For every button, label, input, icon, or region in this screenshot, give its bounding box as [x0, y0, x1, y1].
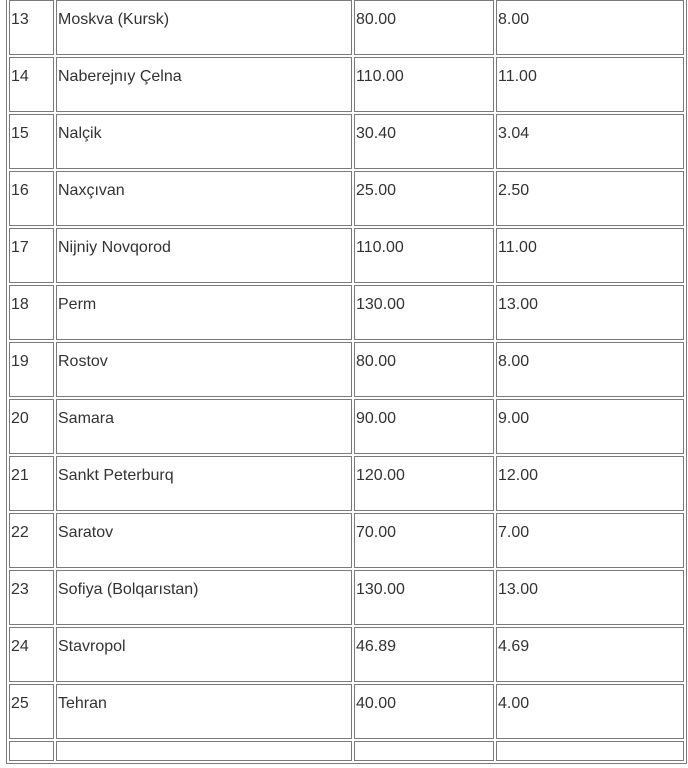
row-number-cell-text: 21	[11, 467, 29, 484]
city-cell-partial	[56, 741, 352, 761]
tax-cell-text: 12.00	[498, 467, 539, 484]
city-cell-text: Saratov	[58, 524, 114, 541]
price-cell	[354, 342, 494, 397]
city-cell-text: Moskva (Kursk)	[58, 11, 170, 28]
price-cell-text: 130.00	[356, 296, 405, 313]
tax-cell-text: 13.00	[498, 296, 539, 313]
row-number-cell	[9, 228, 54, 283]
row-number-cell	[9, 456, 54, 511]
table-row	[9, 570, 684, 625]
price-cell	[354, 684, 494, 739]
table-row	[9, 0, 684, 55]
price-cell-text: 80.00	[356, 11, 397, 28]
city-cell	[56, 399, 352, 454]
city-cell	[56, 627, 352, 682]
price-cell	[354, 228, 494, 283]
table-row	[9, 57, 684, 112]
city-cell	[56, 342, 352, 397]
row-number-cell-text: 24	[11, 638, 29, 655]
tax-cell-text: 3.04	[498, 125, 530, 142]
tax-cell-text: 8.00	[498, 11, 530, 28]
price-cell-text: 90.00	[356, 410, 397, 427]
city-cell-text: Samara	[58, 410, 115, 427]
price-table	[6, 0, 687, 764]
row-number-cell	[9, 684, 54, 739]
price-cell	[354, 627, 494, 682]
tax-cell	[496, 114, 684, 169]
row-number-cell-partial	[9, 741, 54, 761]
city-cell	[56, 171, 352, 226]
city-cell-text: Rostov	[58, 353, 108, 370]
price-cell-text: 110.00	[356, 239, 404, 256]
tax-cell	[496, 570, 684, 625]
row-number-cell-text: 25	[11, 695, 29, 712]
row-number-cell-text: 13	[11, 11, 29, 28]
table-row	[9, 399, 684, 454]
row-number-cell-text: 20	[11, 410, 29, 427]
price-cell	[354, 456, 494, 511]
city-cell-text: Sankt Peterburq	[58, 467, 174, 484]
tax-cell	[496, 171, 684, 226]
tax-cell	[496, 342, 684, 397]
price-cell	[354, 114, 494, 169]
city-cell-text: Naberejnıy Çelna	[58, 68, 182, 85]
table-row	[9, 456, 684, 511]
tax-cell	[496, 57, 684, 112]
row-number-cell-text: 16	[11, 182, 29, 199]
price-cell-text: 130.00	[356, 581, 405, 598]
price-cell-text: 25.00	[356, 182, 397, 199]
price-table-body	[9, 0, 684, 761]
tax-cell	[496, 228, 684, 283]
price-cell	[354, 0, 494, 55]
city-cell	[56, 570, 352, 625]
row-number-cell	[9, 114, 54, 169]
city-cell	[56, 0, 352, 55]
row-number-cell-text: 17	[11, 239, 29, 256]
tax-cell-text: 11.00	[498, 68, 537, 85]
price-cell-text: 40.00	[356, 695, 397, 712]
row-number-cell	[9, 57, 54, 112]
tax-cell	[496, 399, 684, 454]
city-cell-text: Naxçıvan	[58, 182, 125, 199]
row-number-cell	[9, 570, 54, 625]
price-cell-text: 80.00	[356, 353, 397, 370]
row-number-cell-text: 15	[11, 125, 29, 142]
city-cell-text: Nalçik	[58, 125, 102, 142]
city-cell	[56, 684, 352, 739]
row-number-cell	[9, 285, 54, 340]
row-number-cell-text: 23	[11, 581, 29, 598]
price-cell	[354, 570, 494, 625]
city-cell	[56, 456, 352, 511]
city-cell	[56, 285, 352, 340]
table-row	[9, 513, 684, 568]
price-cell	[354, 399, 494, 454]
city-cell-text: Nijniy Novqorod	[58, 239, 171, 256]
tax-cell	[496, 0, 684, 55]
tax-cell-text: 13.00	[498, 581, 539, 598]
row-number-cell	[9, 0, 54, 55]
table-row	[9, 114, 684, 169]
price-cell-text: 46.89	[356, 638, 397, 655]
row-number-cell	[9, 627, 54, 682]
table-row	[9, 684, 684, 739]
city-cell-text: Stavropol	[58, 638, 126, 655]
city-cell	[56, 57, 352, 112]
tax-cell	[496, 456, 684, 511]
price-cell-partial	[354, 741, 494, 761]
table-row	[9, 627, 684, 682]
city-cell-text: Tehran	[58, 695, 107, 712]
city-cell	[56, 228, 352, 283]
table-row	[9, 285, 684, 340]
price-cell	[354, 171, 494, 226]
row-number-cell-text: 22	[11, 524, 29, 541]
tax-cell-text: 7.00	[498, 524, 530, 541]
tax-cell-text: 4.00	[498, 695, 530, 712]
row-number-cell-text: 18	[11, 296, 29, 313]
row-number-cell	[9, 342, 54, 397]
tax-cell-text: 8.00	[498, 353, 530, 370]
city-cell-text: Sofiya (Bolqarıstan)	[58, 581, 199, 598]
tax-cell	[496, 513, 684, 568]
price-cell-text: 70.00	[356, 524, 397, 541]
tax-cell-text: 2.50	[498, 182, 530, 199]
tax-cell	[496, 285, 684, 340]
price-cell	[354, 57, 494, 112]
price-cell-text: 110.00	[356, 68, 404, 85]
city-cell-text: Perm	[58, 296, 97, 313]
table-row	[9, 171, 684, 226]
price-cell	[354, 513, 494, 568]
city-cell	[56, 513, 352, 568]
row-number-cell	[9, 399, 54, 454]
tax-cell-text: 9.00	[498, 410, 530, 427]
city-cell	[56, 114, 352, 169]
tax-cell-partial	[496, 741, 684, 761]
row-number-cell	[9, 513, 54, 568]
tax-cell	[496, 627, 684, 682]
price-cell	[354, 285, 494, 340]
tax-cell-text: 11.00	[498, 239, 537, 256]
price-cell-text: 120.00	[356, 467, 405, 484]
table-row-partial	[9, 741, 684, 761]
tax-cell-text: 4.69	[498, 638, 530, 655]
table-row	[9, 228, 684, 283]
row-number-cell	[9, 171, 54, 226]
table-row	[9, 342, 684, 397]
tax-cell	[496, 684, 684, 739]
price-cell-text: 30.40	[356, 125, 397, 142]
row-number-cell-text: 19	[11, 353, 29, 370]
row-number-cell-text: 14	[11, 68, 29, 85]
